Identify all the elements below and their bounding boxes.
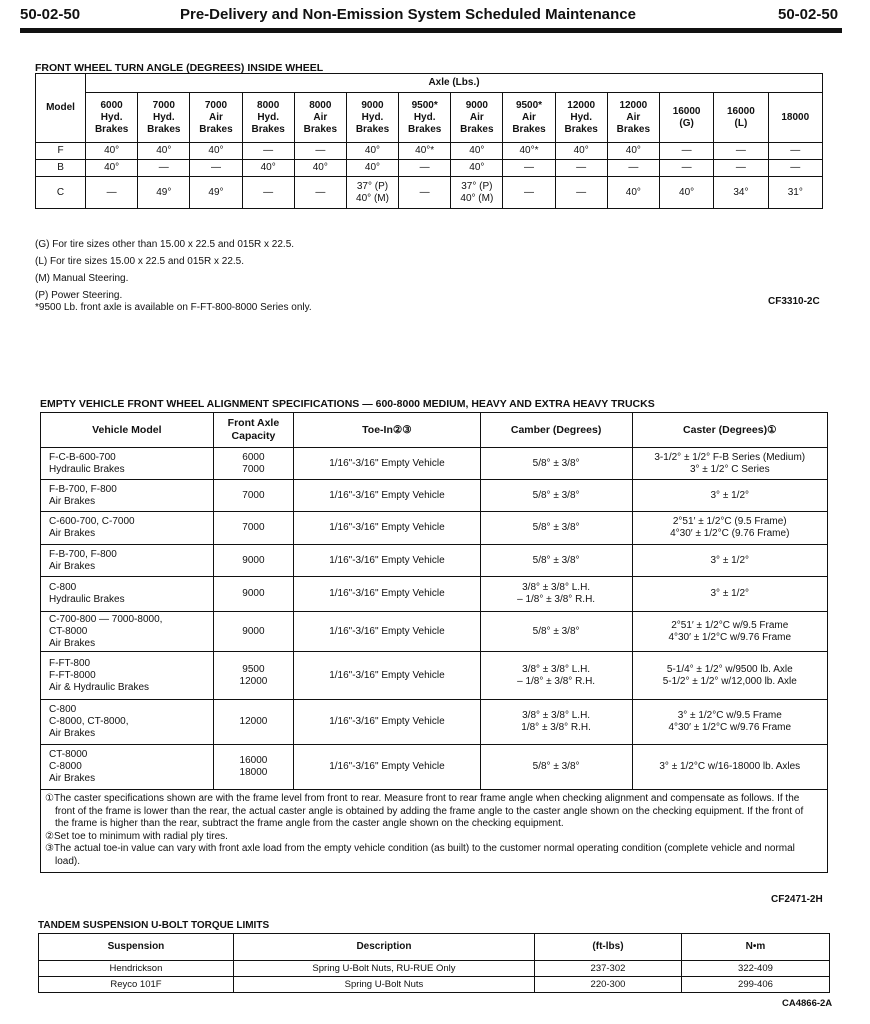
ubolt-cell: Spring U-Bolt Nuts: [233, 977, 534, 993]
axle-column-header-line: Hyd.: [257, 111, 279, 123]
vehicle-model-cell-line: Air Brakes: [49, 637, 96, 649]
vehicle-model-cell-line: F-FT-800: [49, 657, 91, 669]
axle-column-header-line: 8000: [309, 99, 332, 111]
caster-cell-line: 3° ± 1/2°: [710, 588, 750, 599]
ubolt-column-header: (ft-lbs): [534, 934, 681, 961]
axle-column-header-line: 9000: [361, 99, 384, 111]
ubolt-cell: Hendrickson: [39, 961, 234, 977]
angle-cell: [346, 177, 398, 209]
capacity-cell-line: 7000: [242, 522, 265, 533]
vehicle-model-cell-line: F-C-B-600-700: [49, 451, 116, 463]
table-row: [41, 545, 828, 577]
caster-cell-line: 4°30′ ± 1/2°C (9.76 Frame): [670, 528, 790, 539]
caster-cell-line: 3-1/2° ± 1/2° F-B Series (Medium): [654, 451, 806, 463]
axle-column-header: [607, 93, 659, 143]
capacity-cell-line: 16000: [239, 755, 268, 766]
axle-column-header-line: Brakes: [94, 123, 129, 135]
angle-cell: —: [555, 177, 607, 209]
angle-line: 37° (P): [356, 180, 389, 192]
vehicle-model-cell-line: C-700-800 — 7000-8000,: [49, 613, 163, 625]
table-row: [41, 512, 828, 545]
capacity-cell: [213, 700, 294, 745]
vehicle-model-cell: [41, 612, 214, 652]
angle-cell: —: [555, 160, 607, 177]
note-line: (G) For tire sizes other than 15.00 x 22.5 and 015R x 22.5.: [35, 239, 295, 250]
angle-cell: 40°: [659, 177, 713, 209]
note-line: *9500 Lb. front axle is available on F-FT-800-8000 Series only.: [35, 302, 312, 313]
angle-cell: 40°: [451, 160, 503, 177]
camber-cell-line: 5/8° ± 3/8°: [532, 554, 580, 566]
camber-cell-line: 3/8° ± 3/8° L.H.: [522, 663, 591, 675]
ubolt-column-header: Description: [233, 934, 534, 961]
caster-cell: [632, 652, 827, 700]
ubolt-code: CA4866-2A: [782, 998, 833, 1009]
camber-cell: [480, 612, 632, 652]
capacity-cell: [213, 652, 294, 700]
angle-cell: —: [714, 160, 768, 177]
angle-cell: 40°: [242, 160, 294, 177]
capacity-cell: [213, 745, 294, 790]
axle-column-header: [399, 93, 451, 143]
turn-angle-notes: [35, 236, 312, 316]
page-number-left: 50-02-50: [20, 6, 81, 23]
vehicle-model-cell-line: Air Brakes: [49, 528, 96, 539]
table-row: [36, 160, 823, 177]
caster-cell: [632, 512, 827, 545]
capacity-cell-line: 18000: [239, 767, 268, 778]
ubolt-cell: 322-409: [681, 961, 829, 977]
axle-column-header-line: Brakes: [564, 123, 598, 135]
axle-column-header-line: Hyd.: [570, 111, 593, 123]
caster-cell-line: 2°51′ ± 1/2°C w/9.5 Frame: [671, 619, 789, 631]
angle-cell: 40°: [555, 143, 607, 160]
capacity-cell-line: 6000: [242, 451, 265, 463]
caster-cell-line: 3° ± 1/2°: [710, 489, 750, 501]
alignment-column-header: [213, 413, 294, 448]
turn-angle-table: [35, 73, 823, 209]
axle-header: Axle (Lbs.): [86, 74, 823, 93]
axle-column-header-line: 9500*: [515, 99, 543, 111]
caster-cell-line: 4°30′ ± 1/2°C w/9.76 Frame: [668, 631, 792, 643]
vehicle-model-cell-line: C-8000, CT-8000,: [49, 716, 129, 727]
caster-cell: [632, 745, 827, 790]
angle-cell: 40°: [190, 143, 242, 160]
axle-column-header-line: (L): [734, 117, 748, 129]
angle-cell: 40°: [607, 177, 659, 209]
capacity-cell: [213, 545, 294, 577]
caster-cell-line: 3° ± 1/2° C Series: [689, 463, 770, 475]
capacity-cell: [213, 448, 294, 480]
toe-in-cell: 1/16"-3/16" Empty Vehicle: [294, 448, 480, 480]
camber-cell: [480, 652, 632, 700]
angle-cell: 40°*: [399, 143, 451, 160]
vehicle-model-cell: [41, 700, 214, 745]
header-line: Toe-In②③: [362, 423, 412, 436]
vehicle-model-cell-line: Air Brakes: [49, 773, 96, 784]
angle-cell: 40°: [346, 160, 398, 177]
axle-column-header-line: Brakes: [251, 123, 285, 135]
turn-angle-code: CF3310-2C: [768, 296, 820, 307]
axle-column-header: [294, 93, 346, 143]
table-row: [41, 448, 828, 480]
axle-column-header-line: 7000: [204, 99, 228, 111]
caster-cell-line: 3° ± 1/2°C w/16-18000 lb. Axles: [659, 761, 801, 772]
alignment-column-header: [294, 413, 480, 448]
camber-cell-line: 5/8° ± 3/8°: [532, 625, 580, 637]
camber-cell: [480, 745, 632, 790]
page-title: Pre-Delivery and Non-Emission System Scheduled Maintenance: [180, 6, 636, 23]
caster-cell-line: 2°51′ ± 1/2°C (9.5 Frame): [672, 516, 787, 527]
model-cell: F: [36, 143, 86, 160]
axle-column-header: [190, 93, 242, 143]
toe-in-cell: 1/16"-3/16" Empty Vehicle: [294, 745, 480, 790]
header-line: Camber (Degrees): [510, 423, 602, 436]
angle-cell: —: [294, 143, 346, 160]
capacity-cell-line: 9000: [242, 625, 265, 637]
axle-column-header-line: Air: [469, 111, 484, 123]
caster-cell-line: 5-1/4° ± 1/2° w/9500 lb. Axle: [666, 663, 793, 675]
angle-cell: —: [659, 143, 713, 160]
alignment-column-header: [41, 413, 214, 448]
axle-column-header-line: Brakes: [199, 123, 233, 135]
axle-column-header: [768, 93, 822, 143]
vehicle-model-cell-line: F-FT-8000: [49, 669, 96, 681]
axle-column-header-line: Air: [522, 111, 536, 123]
axle-column-header-line: Hyd.: [413, 111, 436, 123]
table-row: [36, 143, 823, 160]
header-rule: [20, 28, 842, 33]
axle-column-header-line: 12000: [619, 99, 648, 111]
camber-cell-line: 5/8° ± 3/8°: [532, 489, 580, 501]
angle-cell: —: [659, 160, 713, 177]
toe-in-cell: 1/16"-3/16" Empty Vehicle: [294, 480, 480, 512]
vehicle-model-cell-line: C-800: [49, 704, 77, 715]
angle-cell: 40°: [86, 143, 138, 160]
note-line: (L) For tire sizes 15.00 x 22.5 and 015R x 22.5.: [35, 256, 244, 267]
turn-angle-title: FRONT WHEEL TURN ANGLE (DEGREES) INSIDE WHEEL: [35, 62, 324, 74]
angle-cell: 49°: [190, 177, 242, 209]
capacity-cell: [213, 480, 294, 512]
angle-cell: —: [714, 143, 768, 160]
angle-cell: 31°: [768, 177, 822, 209]
caster-cell: [632, 448, 827, 480]
camber-cell: [480, 545, 632, 577]
axle-column-header-line: Hyd.: [152, 111, 175, 123]
vehicle-model-cell: [41, 745, 214, 790]
axle-column-header: [346, 93, 398, 143]
model-header: Model: [36, 74, 86, 143]
table-row: [41, 577, 828, 612]
angle-cell: —: [294, 177, 346, 209]
header-line: Caster (Degrees)①: [683, 423, 777, 436]
vehicle-model-cell-line: Hydraulic Brakes: [49, 463, 125, 475]
angle-cell: 49°: [138, 177, 190, 209]
caster-cell-line: 3° ± 1/2°C w/9.5 Frame: [677, 710, 782, 721]
caster-cell: [632, 480, 827, 512]
footnote: ③The actual toe-in value can vary with front axle load from the empty vehicle condition (as built) to the customer normal operating condition (complete vehicle and normal load).: [45, 843, 795, 867]
ubolt-cell: Reyco 101F: [39, 977, 234, 993]
axle-column-header-line: Air: [626, 111, 641, 123]
vehicle-model-cell: [41, 577, 214, 612]
axle-column-header-line: Brakes: [616, 123, 651, 135]
footnote: ①The caster specifications shown are with the frame level from front to rear. Measure front to rear frame angle when checking alignment and compensate as follows. If the front of the frame is lower than the rear, the actual caster angle is obtained by adding the frame angle to the caster angle shown on the checking equipment. If the front of the frame is higher than the rear, subtract the frame angle from the caster angle shown on the checking equipment.: [45, 793, 804, 829]
angle-cell: 40°*: [503, 143, 555, 160]
model-cell: C: [36, 177, 86, 209]
ubolt-table: [38, 933, 830, 993]
axle-column-header-line: 9000: [465, 99, 488, 111]
ubolt-title: TANDEM SUSPENSION U-BOLT TORQUE LIMITS: [38, 920, 270, 931]
axle-column-header-line: (G): [679, 117, 694, 129]
axle-column-header-line: Air: [313, 111, 328, 123]
vehicle-model-cell-line: F-B-700, F-800: [49, 483, 117, 495]
angle-cell: —: [768, 143, 822, 160]
table-row: [39, 977, 830, 993]
axle-column-header: [503, 93, 555, 143]
angle-cell: 40°: [451, 143, 503, 160]
vehicle-model-cell-line: CT-8000: [49, 625, 88, 637]
caster-cell-line: 5-1/2° ± 1/2° w/12,000 lb. Axle: [662, 675, 797, 687]
capacity-cell-line: 9500: [242, 663, 265, 675]
ubolt-cell: 299-406: [681, 977, 829, 993]
vehicle-model-cell-line: CT-8000: [49, 749, 88, 760]
angle-cell: —: [86, 177, 138, 209]
axle-column-header-line: Brakes: [407, 123, 442, 135]
axle-column-header: [138, 93, 190, 143]
capacity-cell-line: 12000: [239, 675, 268, 687]
ubolt-column-header: N•m: [681, 934, 829, 961]
vehicle-model-cell-line: F-B-700, F-800: [49, 548, 117, 560]
angle-line: 40° (M): [356, 192, 389, 204]
caster-cell-line: 3° ± 1/2°: [710, 554, 750, 566]
vehicle-model-cell: [41, 652, 214, 700]
camber-cell-line: – 1/8° ± 3/8° R.H.: [517, 594, 596, 605]
camber-cell-line: – 1/8° ± 3/8° R.H.: [517, 675, 596, 687]
table-row: [39, 961, 830, 977]
angle-cell: 40°: [294, 160, 346, 177]
axle-column-header: [659, 93, 713, 143]
table-row: [41, 480, 828, 512]
camber-cell: [480, 448, 632, 480]
capacity-cell-line: 9000: [242, 554, 265, 566]
vehicle-model-cell: [41, 480, 214, 512]
ubolt-cell: 237-302: [534, 961, 681, 977]
axle-column-header-line: 16000: [727, 105, 755, 117]
angle-cell: —: [190, 160, 242, 177]
angle-line: 37° (P): [461, 180, 493, 192]
angle-cell: —: [768, 160, 822, 177]
angle-cell: —: [242, 177, 294, 209]
angle-cell: 40°: [607, 143, 659, 160]
table-row: [41, 652, 828, 700]
axle-column-header-line: Brakes: [303, 123, 337, 135]
toe-in-cell: 1/16"-3/16" Empty Vehicle: [294, 512, 480, 545]
vehicle-model-cell-line: C-8000: [49, 761, 82, 772]
capacity-cell-line: 12000: [239, 716, 268, 727]
vehicle-model-cell-line: C-800: [49, 582, 77, 593]
toe-in-cell: 1/16"-3/16" Empty Vehicle: [294, 545, 480, 577]
angle-cell: —: [399, 177, 451, 209]
angle-cell: 34°: [714, 177, 768, 209]
caster-cell-line: 4°30′ ± 1/2°C w/9.76 Frame: [668, 722, 792, 733]
caster-cell: [632, 700, 827, 745]
camber-cell: [480, 577, 632, 612]
capacity-cell-line: 7000: [242, 463, 265, 475]
capacity-cell-line: 9000: [242, 588, 265, 599]
vehicle-model-cell-line: Air Brakes: [49, 495, 96, 507]
ubolt-column-header: Suspension: [39, 934, 234, 961]
angle-cell: —: [503, 177, 555, 209]
alignment-title: EMPTY VEHICLE FRONT WHEEL ALIGNMENT SPECIFICATIONS — 600-8000 MEDIUM, HEAVY AND EXTRA HEAVY TRUCKS: [40, 398, 655, 410]
angle-cell: 40°: [346, 143, 398, 160]
caster-cell: [632, 612, 827, 652]
vehicle-model-cell-line: Air Brakes: [49, 560, 96, 572]
note-line: (P) Power Steering.: [35, 290, 123, 301]
note-line: (M) Manual Steering.: [35, 273, 129, 284]
toe-in-cell: 1/16"-3/16" Empty Vehicle: [294, 577, 480, 612]
vehicle-model-cell: [41, 512, 214, 545]
toe-in-cell: 1/16"-3/16" Empty Vehicle: [294, 700, 480, 745]
header-line: Capacity: [231, 430, 276, 442]
axle-column-header-line: 9500*: [411, 99, 438, 111]
angle-line: 40° (M): [460, 192, 494, 204]
camber-cell: [480, 512, 632, 545]
table-row: [41, 700, 828, 745]
camber-cell-line: 5/8° ± 3/8°: [532, 457, 580, 469]
vehicle-model-cell-line: C-600-700, C-7000: [49, 516, 135, 527]
camber-cell-line: 3/8° ± 3/8° L.H.: [522, 582, 591, 593]
angle-cell: —: [242, 143, 294, 160]
page-number-right: 50-02-50: [778, 6, 839, 23]
axle-column-header-line: Brakes: [355, 123, 390, 135]
axle-column-header-line: Brakes: [460, 123, 494, 135]
ubolt-cell: 220-300: [534, 977, 681, 993]
axle-column-header-line: 6000: [100, 99, 123, 111]
table-row: [41, 745, 828, 790]
camber-cell-line: 3/8° ± 3/8° L.H.: [522, 710, 591, 721]
angle-cell: 40°: [86, 160, 138, 177]
capacity-cell: [213, 612, 294, 652]
capacity-cell-line: 7000: [242, 489, 265, 501]
toe-in-cell: 1/16"-3/16" Empty Vehicle: [294, 612, 480, 652]
angle-cell: —: [607, 160, 659, 177]
alignment-column-header: [632, 413, 827, 448]
footnote-row: [41, 790, 828, 873]
angle-cell: —: [399, 160, 451, 177]
axle-column-header: [86, 93, 138, 143]
axle-column-header: [451, 93, 503, 143]
table-row: [41, 612, 828, 652]
caster-cell: [632, 577, 827, 612]
alignment-column-header: [480, 413, 632, 448]
axle-column-header: [555, 93, 607, 143]
table-row: [36, 177, 823, 209]
camber-cell: [480, 700, 632, 745]
axle-column-header-line: Hyd.: [100, 111, 123, 123]
vehicle-model-cell-line: Hydraulic Brakes: [49, 594, 125, 605]
angle-cell: —: [503, 160, 555, 177]
alignment-table: [40, 412, 828, 873]
camber-cell-line: 5/8° ± 3/8°: [532, 761, 580, 772]
axle-column-header-line: 8000: [257, 99, 280, 111]
vehicle-model-cell-line: Air & Hydraulic Brakes: [49, 681, 150, 693]
axle-column-header: [714, 93, 768, 143]
axle-column-header-line: 7000: [152, 99, 175, 111]
axle-column-header-line: Brakes: [147, 123, 181, 135]
vehicle-model-cell: [41, 448, 214, 480]
caster-cell: [632, 545, 827, 577]
camber-cell: [480, 480, 632, 512]
axle-column-header-line: Air: [209, 111, 223, 123]
camber-cell-line: 5/8° ± 3/8°: [532, 522, 580, 533]
alignment-code: CF2471-2H: [771, 894, 823, 905]
axle-column-header-line: 18000: [781, 111, 810, 123]
axle-column-header-line: 12000: [567, 99, 596, 111]
angle-cell: —: [138, 160, 190, 177]
footnote: ②Set toe to minimum with radial ply tires.: [45, 830, 228, 842]
toe-in-cell: 1/16"-3/16" Empty Vehicle: [294, 652, 480, 700]
ubolt-cell: Spring U-Bolt Nuts, RU-RUE Only: [233, 961, 534, 977]
angle-cell: [451, 177, 503, 209]
axle-column-header-line: 16000: [672, 105, 701, 117]
model-cell: B: [36, 160, 86, 177]
vehicle-model-cell: [41, 545, 214, 577]
axle-column-header-line: Hyd.: [361, 111, 384, 123]
axle-column-header-line: Brakes: [512, 123, 546, 135]
angle-cell: 40°: [138, 143, 190, 160]
camber-cell-line: 1/8° ± 3/8° R.H.: [521, 722, 591, 733]
capacity-cell: [213, 577, 294, 612]
header-line: Front Axle: [227, 417, 280, 430]
footnotes-cell: [41, 790, 828, 873]
header-line: Vehicle Model: [92, 423, 162, 436]
axle-column-header: [242, 93, 294, 143]
capacity-cell: [213, 512, 294, 545]
vehicle-model-cell-line: Air Brakes: [49, 728, 96, 739]
